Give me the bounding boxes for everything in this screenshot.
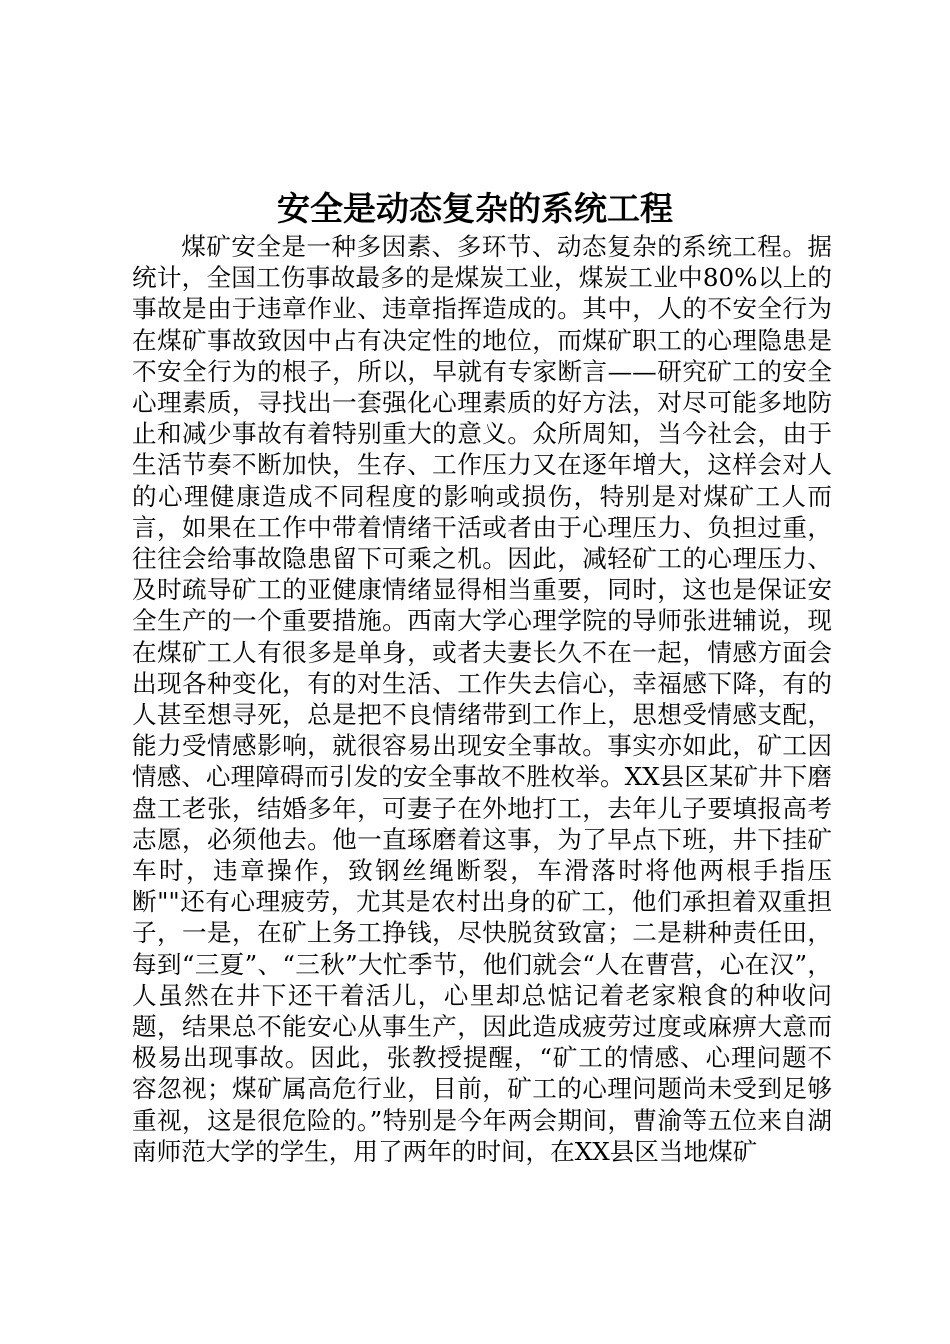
document-title: 安全是动态复杂的系统工程 xyxy=(277,189,673,228)
body-paragraph: 煤矿安全是一种多因素、多环节、动态复杂的系统工程。据统计，全国工伤事故最多的是煤炭工业，煤炭工业中80%以上的事故是由于违章作业、违章指挥造成的。其中，人的不安全行为在煤矿事故致因中占有决定性的地位，而煤矿职工的心理隐患是不安全行为的根子，所以，早就有专家断言——研究矿工的安全心理素质，寻找出一套强化心理素质的好方法，对尽可能多地防止和减少事故有着特别重大的意义。众所周知，当今社会，由于生活节奏不断加快，生存、工作压力又在逐年增大，这样会对人的心理健康造成不同程度的影响或损伤，特别是对煤矿工人而言，如果在工作中带着情绪干活或者由于心理压力、负担过重，往往会给事故隐患留下可乘之机。因此，减轻矿工的心理压力、及时疏导矿工的亚健康情绪显得相当重要，同时，这也是保证安全生产的一个重要措施。西南大学心理学院的导师张进辅说，现在煤矿工人有很多是单身，或者夫妻长久不在一起，情感方面会出现各种变化，有的对生活、工作失去信心，幸福感下降，有的人甚至想寻死，总是把不良情绪带到工作上，思想受情感支配，能力受情感影响，就很容易出现安全事故。事实亦如此，矿工因情感、心理障碍而引发的安全事故不胜枚举。XX县区某矿井下磨盘工老张，结婚多年，可妻子在外地打工，去年儿子要填报高考志愿，必须他去。他一直琢磨着这事，为了早点下班，井下挂矿车时，违章操作，致钢丝绳断裂，车滑落时将他两根手指压断""还有心理疲劳，尤其是农村出身的矿工，他们承担着双重担子，一是，在矿上务工挣钱，尽快脱贫致富；二是耕种责任田，每到“三夏”、“三秋”大忙季节，他们就会“人在曹营，心在汉”，人虽然在井下还干着活儿，心里却总惦记着老家粮食的种收问题，结果总不能安心从事生产，因此造成疲劳过度或麻痹大意而极易出现事故。因此，张教授提醒，“矿工的情感、心理问题不容忽视；煤矿属高危行业，目前，矿工的心理问题尚未受到足够重视，这是很危险的。”特别是今年两会期间，曹渝等五位来自湖南师范大学的学生，用了两年的时间，在XX县区当地煤矿 xyxy=(132,232,832,1166)
